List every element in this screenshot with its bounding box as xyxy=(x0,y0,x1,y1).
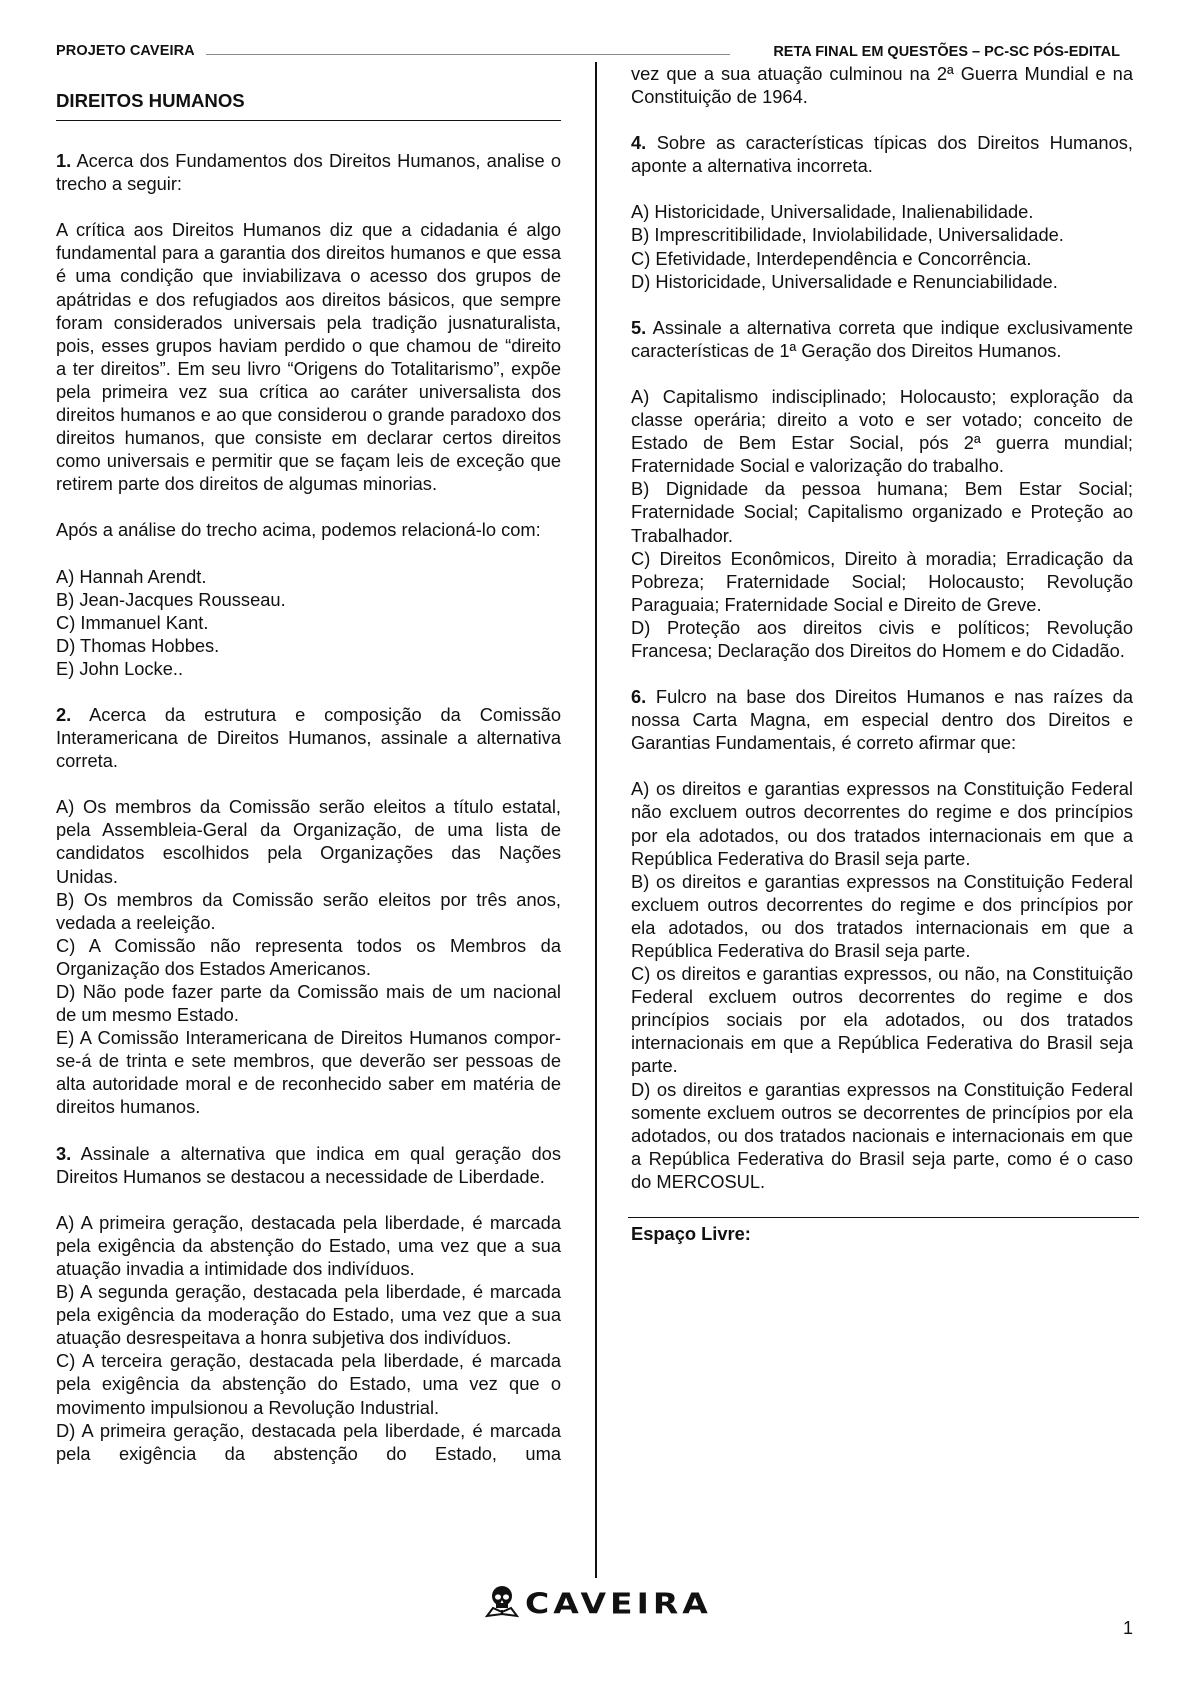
option-a: A) Os membros da Comissão serão eleitos a título estatal, pela Assembleia-Geral da Organização, de uma lista de candidatos escolhidos pela Organizações das Nações Unidas. xyxy=(56,796,561,887)
question-stem xyxy=(631,685,1133,754)
option-e: E) A Comissão Interamericana de Direitos Humanos compor-se-á de trinta e sete membros, que deverão ser pessoas de alta autoridade moral e de reconhecido saber em matéria de direitos humanos. xyxy=(56,1027,561,1118)
question-stem xyxy=(56,703,561,772)
option-c: C) A terceira geração, destacada pela liberdade, é marcada pela exigência da abstenção do Estado, uma vez que o movimento impulsionou a Revolução Industrial. xyxy=(56,1350,561,1418)
question-text: Acerca dos Fundamentos dos Direitos Humanos, analise o trecho a seguir: xyxy=(56,150,561,195)
left-column xyxy=(56,63,561,1465)
option-b: B) Imprescritibilidade, Inviolabilidade, Universalidade. xyxy=(631,224,1064,246)
option-d: D) os direitos e garantias expressos na Constituição Federal somente excluem outros se decorrentes de princípios por ela adotados, ou dos tratados nacionais e internacionais em que a República Federativa do Brasil seja parte, como é o caso do MERCOSUL. xyxy=(631,1078,1133,1192)
option-a: A) os direitos e garantias expressos na Constituição Federal não excluem outros decorrentes do regime e dos princípios por ela adotados, ou dos tratados internacionais em que a República Federativa do Brasil seja parte. xyxy=(631,778,1133,869)
question-6 xyxy=(631,685,1133,1193)
option-a: A) Historicidade, Universalidade, Inalienabilidade. xyxy=(631,201,1034,223)
option-b: B) A segunda geração, destacada pela liberdade, é marcada pela exigência da moderação do Estado, uma vez que a sua atuação desrespeitava a honra subjetiva dos indivíduos. xyxy=(56,1281,561,1349)
skull-book-icon xyxy=(485,1584,519,1623)
question-number: 6. xyxy=(631,686,647,708)
question-5 xyxy=(631,316,1133,662)
header-course-title: RETA FINAL EM QUESTÕES – PC-SC PÓS-EDITAL xyxy=(773,44,1120,60)
question-2 xyxy=(56,703,561,1119)
question-text: Assinale a alternativa correta que indique exclusivamente características de 1ª Geração dos Direitos Humanos. xyxy=(631,316,1133,361)
question-text: Fulcro na base dos Direitos Humanos e nas raízes da nossa Carta Magna, em especial dentro dos Direitos e Garantias Fundamentais, é correto afirmar que: xyxy=(631,686,1133,754)
page-number: 1 xyxy=(1123,1618,1134,1638)
option-a: A) Capitalismo indisciplinado; Holocausto; exploração da classe operária; direito a voto e ser votado; conceito de Estado de Bem Estar Social, pós 2ª guerra mundial; Fraternidade Social e valorização do trabalho. xyxy=(631,385,1133,477)
option-e: E) John Locke.. xyxy=(56,657,184,679)
question-stem xyxy=(631,316,1133,362)
option-a: A) Hannah Arendt. xyxy=(56,565,207,587)
option-d: D) Não pode fazer parte da Comissão mais de um nacional de um mesmo Estado. xyxy=(56,981,561,1026)
option-c: C) Immanuel Kant. xyxy=(56,611,209,633)
question-4 xyxy=(631,131,1133,293)
option-d: D) Thomas Hobbes. xyxy=(56,634,220,656)
question-number: 2. xyxy=(56,703,72,725)
option-c: C) os direitos e garantias expressos, ou não, na Constituição Federal excluem outros decorrentes do regime e dos princípios sociais por ela adotados, ou dos tratados internacionais em que a República Federativa do Brasil seja parte. xyxy=(631,963,1133,1077)
option-d: D) Historicidade, Universalidade e Renunciabilidade. xyxy=(631,270,1058,292)
option-a: A) A primeira geração, destacada pela liberdade, é marcada pela exigência da abstenção do Estado, uma vez que a sua atuação invadia a intimidade dos indivíduos. xyxy=(56,1211,561,1279)
option-d: D) Proteção aos direitos civis e políticos; Revolução Francesa; Declaração dos Direitos do Homem e do Cidadão. xyxy=(631,616,1133,661)
question-text: Sobre as características típicas dos Direitos Humanos, aponte a alternativa incorreta. xyxy=(631,132,1133,177)
header-project-title: PROJETO CAVEIRA xyxy=(56,43,195,59)
question-follow-up: Após a análise do trecho acima, podemos relacioná-lo com: xyxy=(56,519,541,541)
question-text: Assinale a alternativa que indica em qual geração dos Direitos Humanos se destacou a necessidade de Liberdade. xyxy=(56,1142,561,1187)
caveira-logo xyxy=(485,1585,712,1621)
option-c: C) Efetividade, Interdependência e Concorrência. xyxy=(631,247,1032,269)
question-number: 4. xyxy=(631,132,647,154)
option-d: D) A primeira geração, destacada pela liberdade, é marcada pela exigência da abstenção do Estado, uma xyxy=(56,1419,561,1464)
free-space-label: Espaço Livre: xyxy=(628,1217,1139,1245)
page-header xyxy=(56,43,1120,61)
question-passage: A crítica aos Direitos Humanos diz que a cidadania é algo fundamental para a garantia dos direitos humanos e que essa é uma condição que inviabilizava o acesso dos grupos de apátridas e dos refugiados aos direitos básicos, que sempre foram considerados universais pela tradição jusnaturalista, pois, esses grupos haviam perdido o que chamou de “direito a ter direitos”. Em seu livro “Origens do Totalitarismo”, expõe pela primeira vez sua crítica ao caráter universalista dos direitos humanos e ao que considerou o grande paradoxo dos direitos humanos, que consiste em declarar certos direitos como universais e permitir que se façam leis de exceção que retirem parte dos direitos de algumas minorias. xyxy=(56,219,561,495)
option-b: B) Jean-Jacques Rousseau. xyxy=(56,588,286,610)
header-rule xyxy=(206,54,730,55)
question-number: 1. xyxy=(56,150,72,172)
question-text: Acerca da estrutura e composição da Comissão Interamericana de Direitos Humanos, assinale a alternativa correta. xyxy=(56,703,561,772)
option-b: B) Dignidade da pessoa humana; Bem Estar Social; Fraternidade Social; Capitalismo organizado e Proteção ao Trabalhador. xyxy=(631,478,1133,546)
option-b: B) os direitos e garantias expressos na Constituição Federal excluem outros decorrentes do regime e dos princípios por ela adotados, ou dos tratados internacionais em que a República Federativa do Brasil seja parte. xyxy=(631,870,1133,961)
question-stem xyxy=(631,131,1133,177)
option-c: C) Direitos Econômicos, Direito à moradia; Erradicação da Pobreza; Fraternidade Social; Holocausto; Revolução Paraguaia; Fraternidade Social e Direito de Greve. xyxy=(631,547,1133,615)
option-c: C) A Comissão não representa todos os Membros da Organização dos Estados Americanos. xyxy=(56,934,561,979)
question-number: 3. xyxy=(56,1142,72,1164)
question-number: 5. xyxy=(631,316,647,338)
question-stem xyxy=(56,1142,561,1188)
section-title: DIREITOS HUMANOS xyxy=(56,89,561,121)
column-divider xyxy=(595,62,597,1578)
question-stem xyxy=(56,149,561,195)
question-3 xyxy=(56,1142,561,1465)
right-column xyxy=(631,62,1133,1245)
option-d-continued: vez que a sua atuação culminou na 2ª Guerra Mundial e na Constituição de 1964. xyxy=(631,63,1133,108)
question-1 xyxy=(56,149,561,680)
logo-text: CAVEIRA xyxy=(525,1586,712,1620)
option-b: B) Os membros da Comissão serão eleitos por três anos, vedada a reeleição. xyxy=(56,888,561,933)
